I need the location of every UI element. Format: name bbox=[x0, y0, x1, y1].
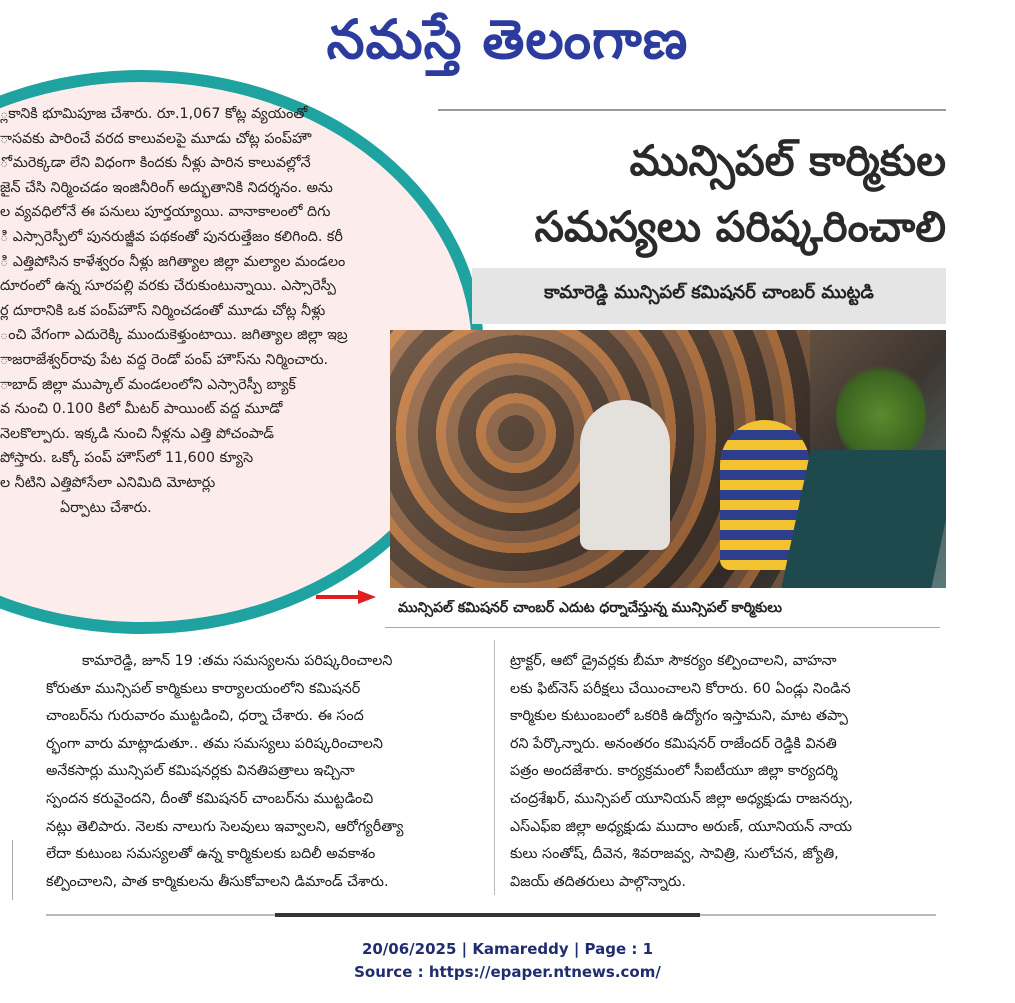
side-story-line: ల వ్యవధిలోనే ఈ పనులు పూర్తయ్యాయి. వానాకాలంలో దిగు bbox=[0, 204, 331, 221]
side-story-line: ాజరాజేశ్వర్‌రావు పేట వద్ద రెండో పంప్ హౌస్‌ను నిర్మించారు. bbox=[0, 351, 329, 368]
side-story-line: ాబాద్ జిల్లా ముప్కాల్ మండలంలోని ఎస్సారెస్పీ బ్యాక్ bbox=[0, 376, 296, 393]
article-line: చంద్రశేఖర్, మున్సిపల్ యూనియన్ జిల్లా అధ్యక్షుడు రాజనర్సు, bbox=[510, 790, 854, 807]
bottom-rule-accent bbox=[275, 913, 700, 917]
newspaper-masthead: నమస్తే తెలంగాణ bbox=[326, 8, 689, 71]
article-line: పత్రం అందజేశారు. కార్యక్రమంలో సీఐటీయూ జిల్లా కార్యదర్శి bbox=[510, 763, 838, 780]
article-line: లకు ఫిట్‌నెస్ పరీక్షలు చేయించాలని కోరారు. 60 ఏండ్లు నిండిన bbox=[510, 680, 851, 697]
article-line: కులు సంతోష్, దీవెన, శివరాజవ్వ, సావిత్రి, సులోచన, జ్యోతి, bbox=[510, 846, 839, 863]
article-line: ఎస్ఎఫ్ఐ జిల్లా అధ్యక్షుడు ముదాం అరుణ్, యూనియన్ నాయ bbox=[510, 818, 852, 835]
side-story-text bbox=[0, 102, 430, 520]
article-line: చాంబర్‌ను గురువారం ముట్టడించి, ధర్నా చేశారు. ఈ సంద bbox=[46, 708, 364, 725]
headline bbox=[438, 128, 946, 260]
side-story-line: ి ఎత్తిపోసిన కాళేశ్వరం నీళ్లు జగిత్యాల జిల్లా మల్యాల మండలం bbox=[0, 253, 346, 270]
section-rule bbox=[438, 109, 946, 111]
caption-rule bbox=[385, 627, 940, 628]
photo-caption: మున్సిపల్ కమిషనర్ చాంబర్ ఎదుట ధర్నాచేస్తున్న మున్సిపల్ కార్మికులు bbox=[398, 600, 783, 616]
article-line: విజయ్ తదితరులు పాల్గొన్నారు. bbox=[510, 873, 686, 890]
margin-rule bbox=[12, 840, 13, 900]
article-column-left bbox=[46, 648, 483, 896]
article-line: రని పేర్కొన్నారు. అనంతరం కమిషనర్ రాజేందర్ రెడ్డికి వినతి bbox=[510, 735, 837, 752]
footer-date-edition: 20/06/2025 | Kamareddy | Page : 1 bbox=[361, 940, 654, 958]
side-story-line: ాసవకు పారించే వరద కాలువలపై మూడు చోట్ల పంప్‌హౌ bbox=[0, 130, 312, 147]
article-line: ర్భంగా వారు మాట్లాడుతూ.. తమ సమస్యలు పరిష్కరించాలని bbox=[46, 735, 383, 752]
column-divider bbox=[494, 640, 495, 895]
news-photo bbox=[390, 330, 946, 588]
side-story-line: దూరంలో ఉన్న సూరపల్లి వరకు చేరుకుంటున్నాయి. ఎస్సారెస్పీ bbox=[0, 278, 336, 295]
article-line: స్పందన కరువైందని, దీంతో కమిషనర్ చాంబర్‌ను ముట్టడించి bbox=[46, 790, 374, 807]
article-column-right bbox=[510, 648, 948, 896]
article-line: కామారెడ్డి, జూన్ 19 :తమ సమస్యలను పరిష్కరించాలని bbox=[82, 653, 393, 669]
side-story-line: ్లకానికి భూమిపూజ చేశారు. రూ.1,067 కోట్ల వ్యయంతో bbox=[0, 106, 308, 122]
subheadline: కామారెడ్డి మున్సిపల్ కమిషనర్ చాంబర్ ముట్టడి bbox=[544, 282, 874, 303]
article-line: కార్మికుల కుటుంబంలో ఒకరికి ఉద్యోగం ఇస్తామని, మాట తప్పా bbox=[510, 708, 848, 725]
photo-person bbox=[580, 400, 670, 550]
article-line: కోరుతూ మున్సిపల్ కార్మికులు కార్యాలయంలోని కమిషనర్ bbox=[46, 680, 361, 697]
article-line: అనేకసార్లు మున్సిపల్ కమిషనర్లకు వినతిపత్రాలు ఇచ్చినా bbox=[46, 763, 355, 780]
article-line: ట్రాక్టర్, ఆటో డ్రైవర్లకు బీమా సౌకర్యం కల్పించాలని, వాహనా bbox=[510, 653, 837, 669]
arrow-right-icon bbox=[316, 590, 376, 604]
headline-line-2: సమస్యలు పరిష్కరించాలి bbox=[534, 202, 946, 251]
side-story-line: ర్ల దూరానికి ఒక పంప్‌హౌస్ నిర్మించడంతో మూడు చోట్ల నీళ్లు bbox=[0, 302, 326, 319]
side-story-line: నెలకొల్పారు. ఇక్కడి నుంచి నీళ్లను ఎత్తి పోచంపాడ్ bbox=[0, 425, 275, 442]
side-story-line: పోస్తారు. ఒక్కో పంప్ హౌస్‌లో 11,600 క్యూసె bbox=[0, 450, 254, 467]
side-story-line: ి ఎస్సారెస్పీలో పునరుజ్జీవ పథకంతో పునరుత్తేజం కలిగింది. కరీ bbox=[0, 228, 343, 245]
side-story-line: జైన్ చేసి నిర్మించడం ఇంజినీరింగ్ అద్భుతానికి నిదర్శనం. అను bbox=[0, 179, 333, 196]
footer-source: Source : https://epaper.ntnews.com/ bbox=[354, 963, 661, 981]
side-story-line: ఏర్పాటు చేశారు. bbox=[60, 499, 152, 516]
side-story-line: ంచి వేగంగా ఎదురెక్కి ముందుకెళ్తుంటాయి. జగిత్యాల జిల్లా ఇబ్ర bbox=[0, 327, 348, 344]
side-story-line: వ నుంచి 0.100 కిలో మీటర్ పాయింట్ వద్ద మూడో bbox=[0, 401, 283, 418]
article-line: నట్లు తెలిపారు. నెలకు నాలుగు సెలవులు ఇవ్వాలని, ఆరోగ్యరీత్యా bbox=[46, 818, 404, 835]
side-story-line: ల నీటిని ఎత్తిపోసేలా ఎనిమిది మోటార్లు bbox=[0, 474, 216, 491]
article-line: కల్పించాలని, పాత కార్మికులను తీసుకోవాలని డిమాండ్ చేశారు. bbox=[46, 873, 389, 890]
headline-line-1: మున్సిపల్ కార్మికుల bbox=[629, 136, 946, 185]
photo-table bbox=[781, 450, 946, 588]
article-line: లేదా కుటుంబ సమస్యలతో ఉన్న కార్మికులకు బదిలీ అవకాశం bbox=[46, 846, 376, 863]
side-story-line: ో మరెక్కడా లేని విధంగా కిందకు నీళ్లు పారిన కాలువల్లోనే bbox=[0, 155, 311, 172]
